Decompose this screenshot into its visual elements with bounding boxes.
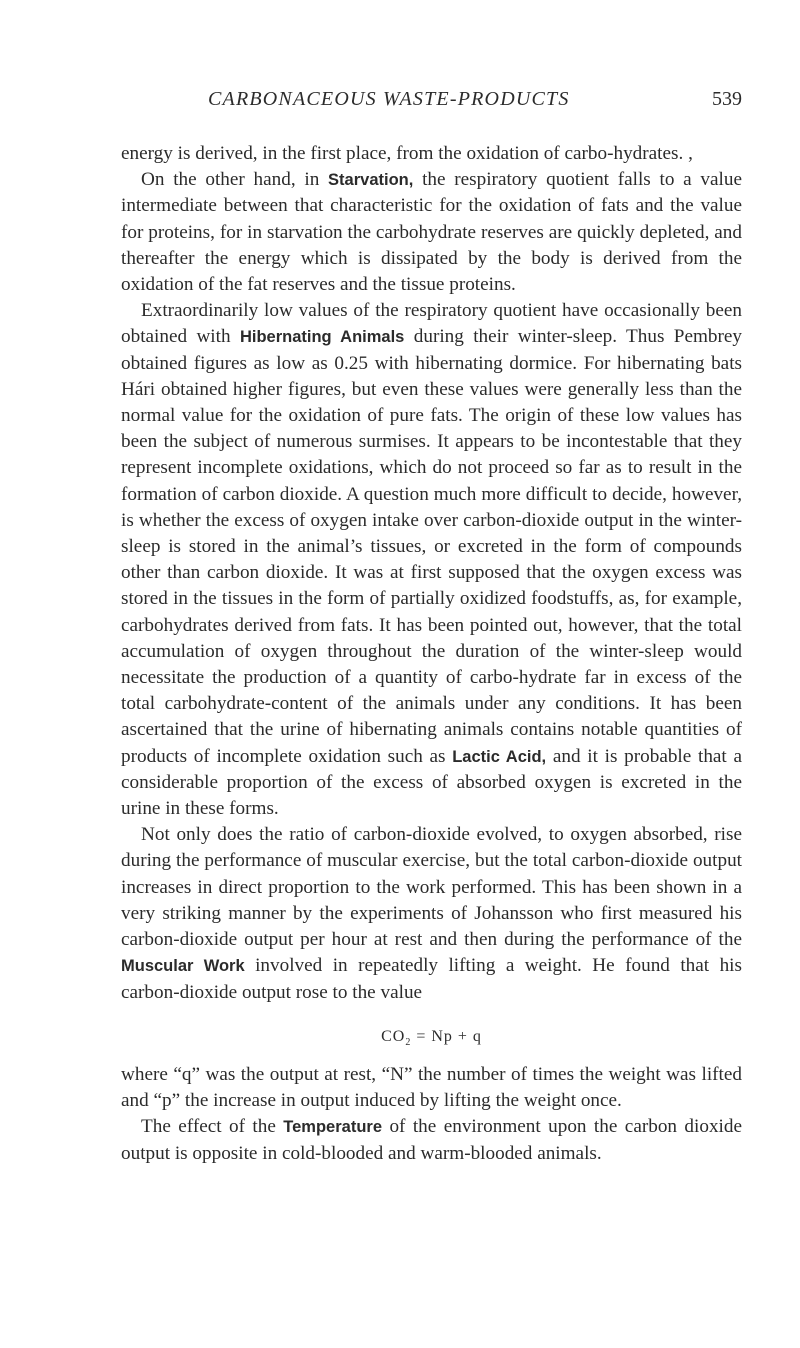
keyword-starvation: Starvation, xyxy=(328,171,414,190)
body-text xyxy=(121,141,742,1167)
keyword-muscular-work: Muscular Work xyxy=(121,957,245,976)
paragraph-text: and it is probable that a considerable proportion of the excess of absorbed oxygen is excreted in the urine in these forms. xyxy=(121,745,742,820)
paragraph xyxy=(121,167,742,298)
page-number: 539 xyxy=(712,88,742,110)
paragraph-text: energy is derived, in the first place, from the oxidation of carbo-hydrates. , xyxy=(121,143,693,164)
paragraph-text: The effect of the xyxy=(141,1116,284,1138)
keyword-hibernating-animals: Hibernating Animals xyxy=(239,328,405,347)
paragraph-text: during their winter-sleep. Thus Pembrey obtained figures as low as 0.25 with hibernating dormice. For hibernating bats Hári obtained higher figures, but even these values were generally less than the normal value for the oxidation of pure fats. The origin of these low values has been the subject of numerous surmises. It appears to be incontestable that they represent incomplete oxidations, which do not proceed so far as to result in the formation of carbon dioxide. A question much more difficult to decide, however, is whether the excess of oxygen intake over carbon-dioxide output in the winter-sleep is stored in the animal’s tissues, or excreted in the form of compounds other than carbon dioxide. It was at first supposed that the oxygen excess was stored in the tissues in the form of partially oxidized foodstuffs, as, for example, carbohydrates derived from fats. It has been pointed out, however, that the total accumulation of oxygen throughout the duration of the winter-sleep would necessitate the production of a quantity of carbo-hydrate far in excess of the total carbohydrate-content of the animals under any conditions. It has been ascertained that the urine of hibernating animals contains notable quantities of products of incomplete oxidation such as xyxy=(121,326,743,767)
paragraph-text: On the other hand, in xyxy=(141,169,329,191)
paragraph-text: where “q” was the output at rest, “N” the number of times the weight was lifted and “p” the increase in output induced by lifting the weight once. xyxy=(121,1063,742,1112)
keyword-temperature: Temperature xyxy=(283,1118,383,1137)
equation-rhs: = Np + q xyxy=(411,1027,482,1045)
paragraph-text: involved in repeatedly lifting a weight. He found that his carbon-dioxide output rose to the value xyxy=(121,955,742,1003)
running-head xyxy=(121,88,742,118)
equation-subscript: 2 xyxy=(405,1036,412,1048)
paragraph-text: of the environment upon the carbon dioxide output is opposite in cold-blooded and warm-blooded animals. xyxy=(121,1116,742,1164)
running-title: CARBONACEOUS WASTE-PRODUCTS xyxy=(208,88,570,110)
paragraph xyxy=(121,1114,742,1166)
paragraph-text: Not only does the ratio of carbon-dioxide evolved, to oxygen absorbed, rise during the performance of muscular exercise, but the total carbon-dioxide output increases in direct proportion to the work performed. This has been shown in a very striking manner by the experiments of Johansson who first measured his carbon-dioxide output per hour at rest and then during the performance of the xyxy=(121,824,742,951)
equation-lhs: CO xyxy=(381,1027,406,1045)
paragraph xyxy=(121,822,742,1005)
paragraph xyxy=(121,298,742,822)
equation xyxy=(121,1028,742,1048)
keyword-lactic-acid: Lactic Acid, xyxy=(452,747,547,766)
paragraph xyxy=(121,141,742,167)
paragraph-text: Extraordinarily low values of the respiratory quotient have occasionally been obtained with xyxy=(121,300,742,348)
paragraph xyxy=(121,1062,742,1114)
paragraph-text: the respiratory quotient falls to a value intermediate between that characteristic for the oxidation of fats and the value for proteins, for in starvation the carbohydrate reserves are quickly depleted, and thereafter the energy which is dissipated by the body is derived from the oxidation of the fat reserves and the tissue proteins. xyxy=(121,169,742,296)
